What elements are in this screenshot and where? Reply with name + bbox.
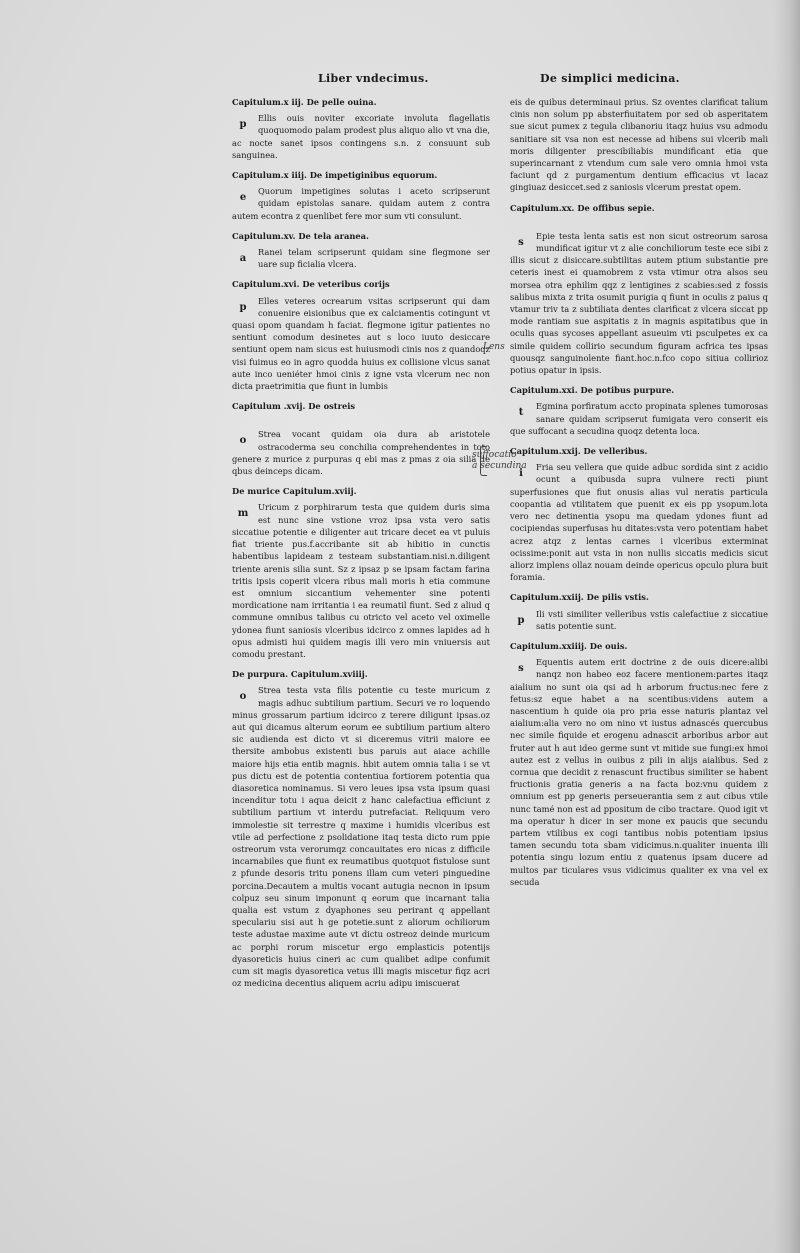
initial-letter-placeholder: s	[518, 663, 524, 675]
paragraph-text: Uricum z porphirarum testa que quidem duris sima est nunc sine vstione vroz ipsa vsta vero satis siccatiue potentie e diligenter aut tricare decet ea vt puluis fiat triente pus.f.accribante sit ab hibitio in cunctis habentibus lapideam z testeam substantiam.nisi.n.diligent triente arenis silia sunt. Sz z ipsaz p se ipsam factam farina tritis ipsis coperit vlcera ribus mali moris h etia commune est omnium siccantium vehementer sine potenti mordicatione nam irritantia i ea reumatil fiunt. Sed z aliud q commune omnibus talibus cu otricto vel aceto vel oximelle ydonea fiunt saniosis vlceribus idcirco z omnes lapides ad h opus admisti hui quidem magis illi vero min vniuersis aut comodu prestant.	[232, 502, 490, 659]
chapter-heading: Capitulum.xxiij. De pilis vstis.	[510, 592, 649, 603]
chapter-text	[232, 428, 490, 477]
paragraph-text: Quorum impetigines solutas i aceto scripserunt quidam epistolas sanare. quidam autem z contra autem econtra z quenlibet fere mor sum vti consulunt.	[232, 186, 490, 221]
initial-letter-placeholder: o	[239, 691, 247, 703]
chapter-heading: Capitulum.x iiij. De impetiginibus equorum.	[232, 170, 438, 181]
running-head-right: De simplici medicina.	[540, 72, 680, 85]
chapter-heading: Capitulum.xxij. De velleribus.	[510, 446, 648, 457]
paragraph-text: Elles veteres ocrearum vsitas scripserunt qui dam conuenire eisionibus que ex calciamentis cotingunt vt quasi opom quandam h faciat. flegmone igitur patientes no sentiunt comodum desinetes aut s loco iuuto desiccare sentiunt opem nam sicus est huiusmodi cinis nos z quandoqz visi fuimus eo in agro quodda huius ex collisione vlcus sanat aute inco ueniéter hmoi cinis z igne vsta vlcerum nec non dicta praetrimitia que fiunt in lumbis	[232, 295, 490, 392]
initial-letter-placeholder: i	[519, 468, 523, 480]
marginal-note: Lens	[483, 342, 505, 352]
spacer	[510, 218, 768, 230]
paragraph-text: Strea testa vsta filis potentie cu teste muricum z magis adhuc subtilium partium. Securi ve ro loquendo minus grossarum partium idcirco z terere diligunt ipsas.oz aut qui dicamus alterum eorum ee subtilium partium altero sic audienda est dicto vt si diceremus vitrii maiore ee thersite ambobus existenti bus paruis aut aiace achille maiore hijs etia entib magnis. hbit autem omnia talia i se vt pus dictu est de potentia contentiua fortiorem potentia qua diasoretica nominamus. Si vero leues ipsa vsta ipsum quasi incenditur totu i aqua deicit z hanc calefactiua efficiunt z subtilium partium vt interdu putrefaciat. Reliquum vero immolestie sit terrestre q maxime i humidis vlceribus est vtile ad perfectione z psolidatione itaq testa dicto rum ppie ostreorum vsta verorumqz concauitates ero nicas z difficile incarnabiles que fiunt ex reumatibus quotquot fistulose sunt z pfunde desoris tritu ponens illam cum veteri pinguedine porcina.Decautem a multis vocant autugia necnon in ipsum colpuz seu sinum imponunt q eorum que incarnant talia qualia est vstum z dyaphones seu perirant q appellant speculariu sisi aut h ge potetie.sunt z aliorum ochiliorum teste adustae maxime aute vt dictu ostreoz deinde muricum ac porphi rorum miscetur ergo emplasticis potentijs dyasoreticis huius cineri ac cum qualibet adipe confumit cum sit magis dyasoretica vetus illi magis miscetur fiqz acri oz medicina decentius aliquem acriu adipu imiscuerat	[232, 685, 490, 989]
chapter-text	[232, 246, 490, 270]
marginal-note-line: suffocatio	[472, 450, 517, 460]
chapter-text	[510, 608, 768, 632]
paragraph-text: eis de quibus determinaui prius. Sz oventes clarificat talium cinis non solum pp absterfiuitatem por sed ob asperitatem sue sicut pumex z tegula clibanoriu itaqz huius vsu admodu sanitiare sit vsa non est necesse ad hibens sui vlcerib mali moris diligenter prescibiliabis mundificant etia que superincarnant z vtendum cum sale vero omnia hmoi vsta faciunt qd z purgamentum dentium efficacius vt lacaz gingiuaz desiccet.sed z saniosis vlcerum prestat opem.	[510, 97, 768, 193]
chapter-text	[232, 185, 490, 222]
chapter-heading: Capitulum .xvij. De ostreis	[232, 401, 356, 412]
paragraph-text: Ranei telam scripserunt quidam sine flegmone ser uare sup ficialia vlcera.	[258, 247, 490, 270]
chapter-heading: Capitulum.x iij. De pelle ouina.	[232, 97, 377, 107]
left-text-column	[232, 96, 490, 989]
right-text-column	[510, 96, 768, 888]
chapter-heading: Capitulum.xxiiij. De ouis.	[510, 640, 628, 651]
initial-letter-placeholder: p	[239, 301, 247, 313]
paragraph-text: Ellis ouis noviter excoriate involuta flagellatis quoquomodo palam prodest plus aliquo alio vt vna die, ac nocte sanet ipsos contingens s.n. z consuunt sub sanguinea.	[232, 113, 490, 160]
chapter-text	[232, 295, 490, 393]
chapter-heading: Capitulum.xv. De tela aranea.	[232, 230, 369, 241]
initial-letter-placeholder: o	[239, 435, 247, 447]
chapter-heading: De purpura. Capitulum.xviiij.	[232, 669, 368, 680]
chapter-text	[510, 461, 768, 583]
initial-letter-placeholder: p	[239, 119, 247, 131]
chapter-text	[232, 112, 490, 161]
chapter-heading: Capitulum.xx. De offibus sepie.	[510, 202, 655, 213]
initial-letter-placeholder: e	[239, 192, 247, 204]
marginal-note	[472, 450, 527, 472]
marginal-note-line: a secundina	[472, 461, 527, 471]
page-gutter-shadow	[774, 0, 800, 1253]
initial-letter-placeholder: s	[518, 236, 524, 248]
paragraph-text: Epie testa lenta satis est non sicut ostreorum sarosa mundificat igitur vt z alie conchiliorum teste ece sibi z illis sicut z disiccare.subtilitas autem ptium substantie pre ceteris inest ei quamobrem z vsta vtimur otra alsos seu morsea otra ephilim qqz z lentigines z scabies:sed z fossis salibus mixta z trita osumit purigia q fiunt in oculis z paius q vtamur triv ta z subtiliata dentes clarificat z vlcera siccat pp mode rantiam sue aspitatis z in magnis aspitatibus que in oculis quas sycoses appellant asueuim vti psculpetes ex ca simile quidem collirio secundum figuram acfrica tes ipsas quousqz sanguinolente fiant.hoc.n.fco copo sitiua collirioz potius opatur in ipsis.	[510, 230, 768, 376]
chapter-text	[510, 96, 768, 194]
initial-letter-placeholder: m	[237, 508, 249, 520]
paragraph-text: Equentis autem erit doctrine z de ouis dicere:alibi nanqz non habeo eoz facere mentionem:partes itaqz aialium no sunt oia qsi ad h arborum fructus:nec fere z fetus:sz eque habet a na scentibus:videns autem a nascentium h quide oia pro pria esse naturis plantaz vel aialium:alia vero no om nino vt iustus adnascés quercubus nec simile fiquide et erogenu adnascit arboribus arbor aut fruter aut h aut ideo germe sunt vt mitide sue fungi:ex hmoi autez est z vellus in ouibus z pili in alijs aialibus. Sed z cornua que decidit z renascunt fructibus similiter se habent fructionis gratia generis a na facta boz:vnu quidem z omnium est pp generis perseuerantia sem z aut cibus vtile nunc tamé non est ad ppositum de cibo tractare. Quod igit vt ma operatur h dicer in ser mone ex paucis que secundu partem vtilibus ex cogi tantibus nobis potentiam ipsius tamen secundu tota sbam vidicimus.n.qualiter inuenta illi potentia singu lozum entiu z quatenus ipsam ducere ad multos par ticulares vsus vidicimus qualiter ex vna vel ex secuda	[510, 657, 768, 887]
paragraph-text: Fria seu vellera que quide adbuc sordida sint z acidio ocunt a quibusda supra vulnere recti piunt superfusiones que fiut onusis alias vul neratis particula coopantia ad vtilitatem que puenit ex eis pp ysopum.lota vero nec detinentia ysopu ma quedam ydones fiunt ad cocipiendas superfusas hu ditates:vsta vero potentiam habet acrez atqz z lentas carnes i vlceribus exterminat ocissime:ponit aut vsta in non nullis siccatis medicis sicut aliorz implens ollaz nouam deinde opericus opculo plura buit foramia.	[510, 462, 768, 583]
chapter-heading: De murice Capitulum.xviij.	[232, 486, 357, 497]
initial-letter-placeholder: t	[518, 407, 524, 419]
initial-letter-placeholder: a	[239, 253, 247, 265]
chapter-heading: Capitulum.xvi. De veteribus corijs	[232, 279, 390, 290]
chapter-text	[510, 230, 768, 376]
paragraph-text: Ili vsti similiter velleribus vstis calefactiue z siccatiue satis potentie sunt.	[536, 608, 768, 631]
spacer	[232, 416, 490, 428]
paragraph-text: Strea vocant quidam oia dura ab aristotele ostracoderma seu conchilia comprehendentes in toto genere z murice z purpuras q ebi mas z pmas z oia silia de qbus deinceps dicam.	[232, 429, 490, 477]
chapter-heading: Capitulum.xxi. De potibus purpure.	[510, 385, 675, 396]
running-head-left: Liber vndecimus.	[318, 72, 429, 85]
chapter-text	[510, 400, 768, 437]
paragraph-text: Egmina porfiratum accto propinata splenes tumorosas sanare quidam scripserut fumigata vero conserit eis que suffocant a secudina quoqz detenta loca.	[510, 401, 768, 436]
chapter-text	[232, 684, 490, 989]
initial-letter-placeholder: p	[517, 614, 525, 626]
chapter-text	[510, 656, 768, 888]
chapter-text	[232, 501, 490, 660]
